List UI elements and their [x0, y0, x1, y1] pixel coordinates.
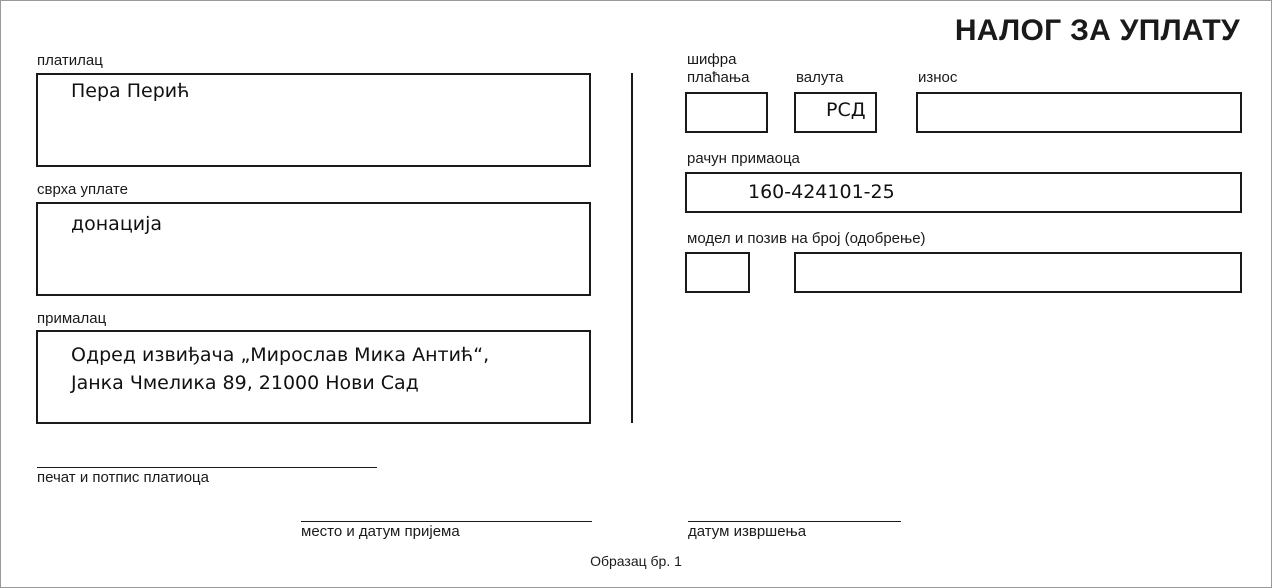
form-number: Образац бр. 1 — [590, 553, 682, 569]
place-date-label: место и датум пријема — [301, 523, 460, 540]
purpose-value: донација — [71, 213, 163, 235]
currency-value: РСД — [826, 99, 866, 121]
recipient-line-1: Одред извиђача „Мирослав Мика Антић“, — [71, 344, 490, 366]
payer-field[interactable] — [36, 73, 591, 167]
execution-date-line — [688, 521, 901, 522]
payer-signature-label: печат и потпис платиоца — [37, 469, 209, 486]
payer-label: платилац — [37, 52, 103, 69]
execution-date-label: датум извршења — [688, 523, 807, 540]
currency-field[interactable] — [794, 92, 877, 133]
currency-label: валута — [796, 69, 844, 86]
place-date-line — [301, 521, 592, 522]
payment-code-field[interactable] — [685, 92, 768, 133]
recipient-field[interactable] — [36, 330, 591, 424]
reference-number-field[interactable] — [794, 252, 1242, 293]
payment-code-label-1: шифра — [687, 51, 737, 68]
payer-signature-line — [37, 467, 377, 468]
recipient-label: прималац — [37, 310, 107, 327]
column-divider — [631, 73, 633, 423]
purpose-label: сврха уплате — [37, 181, 128, 198]
payer-value: Пера Перић — [71, 80, 190, 102]
account-field[interactable] — [685, 172, 1242, 213]
account-value: 160-424101-25 — [748, 181, 895, 203]
amount-field[interactable] — [916, 92, 1242, 133]
purpose-field[interactable] — [36, 202, 591, 296]
payment-code-label-2: плаћања — [687, 69, 750, 86]
model-label: модел и позив на број (одобрење) — [687, 230, 926, 247]
amount-label: износ — [918, 69, 958, 86]
model-field[interactable] — [685, 252, 750, 293]
form-title: НАЛОГ ЗА УПЛАТУ — [954, 14, 1240, 47]
recipient-line-2: Јанка Чмелика 89, 21000 Нови Сад — [71, 372, 419, 394]
account-label: рачун примаоца — [687, 150, 800, 167]
